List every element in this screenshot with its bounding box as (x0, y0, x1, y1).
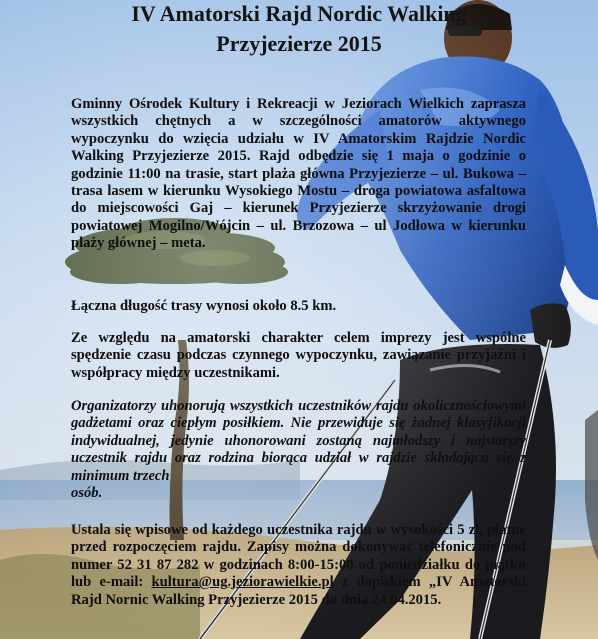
paragraph-awards-text: Organizatorzy uhonorują wszystkich uczestników rajdu okolicznościowymi gadżetami oraz ciepłym posiłkiem. Nie przewiduje się żadnej klasyfikacji indywidualnej, jedynie uhonorowani zostaną najmłodszy i najstarszy uczestnik rajdu oraz rodzina biorąca udział w rajdzie składająca się z minimum trzech (71, 398, 526, 484)
page-title-line2: Przyjezierze 2015 (216, 31, 382, 56)
email-link[interactable]: kultura@ug.jeziorawielkie.pl (151, 574, 334, 591)
paragraph-awards (71, 398, 526, 502)
paragraph-invitation: Gminny Ośrodek Kultury i Rekreacji w Jeziorach Wielkich zaprasza wszystkich chętnych a w szczególności amatorów aktywnego wypoczynku do wzięcia udziału w IV Amatorskim Rajdzie Nordic Walking Przyjezierze 2015. Rajd odbędzie się 1 maja o godzinie o godzinie 11:00 na trasie, start plaża główna Przyjezierze – ul. Bukowa – trasa lasem w kierunku Wysokiego Mostu – droga powiatowa asfaltowa do miejscowości Gaj – kierunek Przyjezierze skrzyżowanie drogi powiatowej Mogilno/Wójcin – ul. Brzozowa – ul Jodłowa w kierunku plaży głównej – meta. (71, 96, 526, 252)
registration-text-end: z dopiskiem „IV Amatorski Rajd Nornic Walking Przyjezierze 2015 do dnia 24.04.2015. (71, 574, 526, 608)
paragraph-distance: Łączna długość trasy wynosi około 8.5 km. (71, 298, 337, 314)
registration-text: Ustala się wpisowe od każdego uczestnika rajdu w wysokości 5 zł, płatne przed rozpoczęciem rajdu. Zapisy można dokonywać telefonicznie pod numer 52 31 87 282 w godzinach 8:00-15:00 od poniedziałku do piątku lub e-mail: (71, 522, 526, 591)
paragraph-purpose: Ze względu na amatorski charakter celem imprezy jest wspólne spędzenie czasu podczas czynnego wypoczynku, zawiązanie przyjaźni i współpracy między uczestnikami. (71, 330, 526, 381)
paragraph-registration (71, 522, 526, 609)
paragraph-awards-last: osób. (71, 485, 103, 502)
page-title-line1: IV Amatorski Rajd Nordic Walking (131, 1, 467, 26)
